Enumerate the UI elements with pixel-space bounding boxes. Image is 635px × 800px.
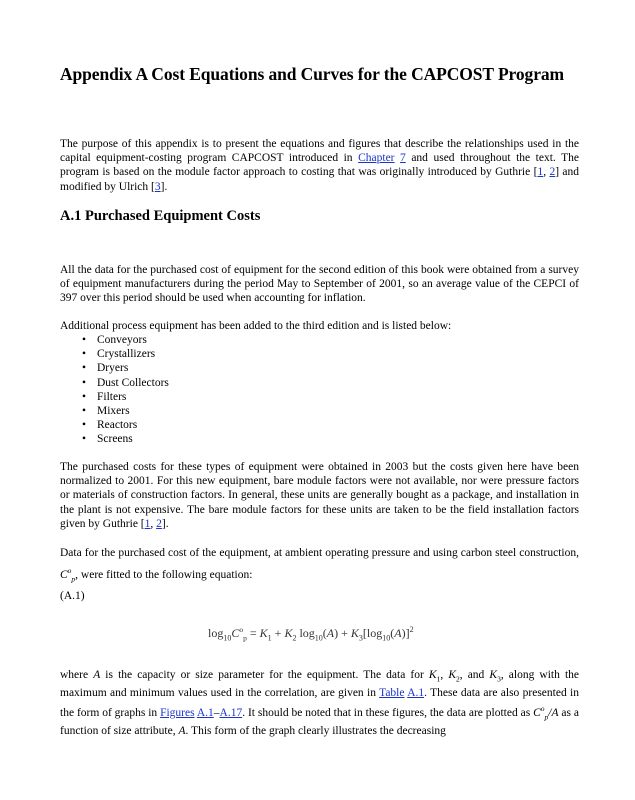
cp-over-a-symbol: $C^o_p/A$ — [533, 704, 559, 722]
list-item: • Dryers — [82, 361, 169, 375]
where-paragraph: where A is the capacity or size parameter for the equipment. The data for $K_1$, $K_2$, and $K_3$, along with the maximum and minimum values used in the correlation, are given in Table A.1. These data are also presented in the form of graphs in Figures A.1–A.17. It should be noted that in these figures, the data are plotted as $C^o_p/A$ as a function of size attribute, A. This form of the graph clearly illustrates the decreasing — [60, 669, 579, 738]
where-text-2: is the capacity or size parameter for the equipment. The data for — [100, 669, 429, 681]
appendix-title: Appendix A Cost Equations and Curves for the CAPCOST Program — [60, 64, 565, 84]
where-text-5: . It should be noted that in these figures, the data are plotted as — [242, 707, 534, 720]
ref-1-link[interactable]: 1 — [537, 166, 544, 179]
intro-paragraph — [60, 137, 579, 194]
ref-separator: , — [543, 166, 550, 179]
costs-text-2: ]. — [161, 517, 169, 530]
intro-text-2: and used throughout the text. The program is based on the module factor approach to costing that was originally introduced by Guthrie [ — [60, 152, 579, 179]
where-text-3: , along with the maximum and minimum values used in the correlation, are given in — [60, 669, 579, 700]
section-heading: A.1 Purchased Equipment Costs — [60, 208, 261, 224]
survey-paragraph: All the data for the purchased cost of equipment for the second edition of this book were obtained from a survey of equipment manufacturers during the period May to September of 2001, so an average value of the CEPCI of 397 over this period should be used when accounting for inflation. — [60, 264, 579, 305]
dash: – — [213, 707, 220, 720]
equation-label: (A.1) — [60, 590, 85, 602]
list-item: • Reactors — [82, 418, 169, 432]
ref-separator: , — [150, 517, 157, 530]
capacity-symbol: A — [93, 669, 101, 681]
ref-2-link[interactable]: 2 — [549, 166, 556, 179]
additional-equipment-paragraph: Additional process equipment has been added to the third edition and is listed below: — [60, 320, 452, 332]
costs-text-1: The purchased costs for these types of equipment were obtained in 2003 but the costs given here have been normalized to 2001. For this new equipment, bare module factors were not available, nor were pressure factors or materials of construction factors. In general, these units are generally bought as a package, and installation in the plant is not expensive. The bare module factors for these units are taken to be the field installation factors given by Guthrie [ — [60, 461, 579, 530]
table-a1-link[interactable]: A.1 — [407, 687, 425, 700]
list-item: • Mixers — [82, 404, 169, 418]
ref-1-link[interactable]: 1 — [144, 517, 151, 530]
intro-text-1: The purpose of this appendix is to present the equations and figures that describe the relationships used in the capital equipment-costing program CAPCOST introduced in — [60, 138, 579, 165]
list-item: • Conveyors — [82, 333, 169, 347]
list-item: • Dust Collectors — [82, 376, 169, 390]
where-text-6: as a function of size attribute, — [60, 707, 579, 738]
cp-symbol: $C^o_p$ — [60, 566, 76, 584]
size-attribute-symbol: A — [178, 725, 186, 738]
data-text-2: , were fitted to the following equation: — [75, 568, 253, 581]
where-text-1: where — [60, 669, 94, 681]
cost-equation: $\log_{10}C^o_p = K_1 + K_2$ $\log_{10}(A) + K_3[\log_{10}(A)]^2$ — [208, 625, 414, 643]
ref-2-link[interactable]: 2 — [156, 517, 162, 530]
where-text-4: . These data are also presented in the form of graphs in — [60, 687, 579, 720]
list-item: • Crystallizers — [82, 347, 169, 361]
chapter-link[interactable]: Chapter — [358, 152, 395, 165]
list-item: • Filters — [82, 390, 169, 404]
equipment-list — [82, 333, 169, 447]
list-item: • Screens — [82, 432, 169, 446]
figures-link[interactable]: Figures — [160, 707, 195, 720]
figure-a17-link[interactable]: A.17 — [219, 707, 243, 720]
where-text-7: . This form of the graph clearly illustrates the decreasing — [185, 725, 446, 738]
purchased-costs-paragraph — [60, 460, 579, 531]
data-text-1: Data for the purchased cost of the equipment, at ambient operating pressure and using carbon steel construction, — [60, 547, 579, 559]
data-paragraph — [60, 545, 579, 587]
chapter-7-link[interactable]: 7 — [400, 152, 406, 165]
figure-a1-link[interactable]: A.1 — [196, 707, 214, 720]
intro-text-4: ]. — [160, 180, 168, 193]
table-link[interactable]: Table — [379, 687, 405, 700]
ref-3-link[interactable]: 3 — [154, 180, 161, 193]
intro-text-3: ] and modified by Ulrich [ — [60, 166, 579, 193]
